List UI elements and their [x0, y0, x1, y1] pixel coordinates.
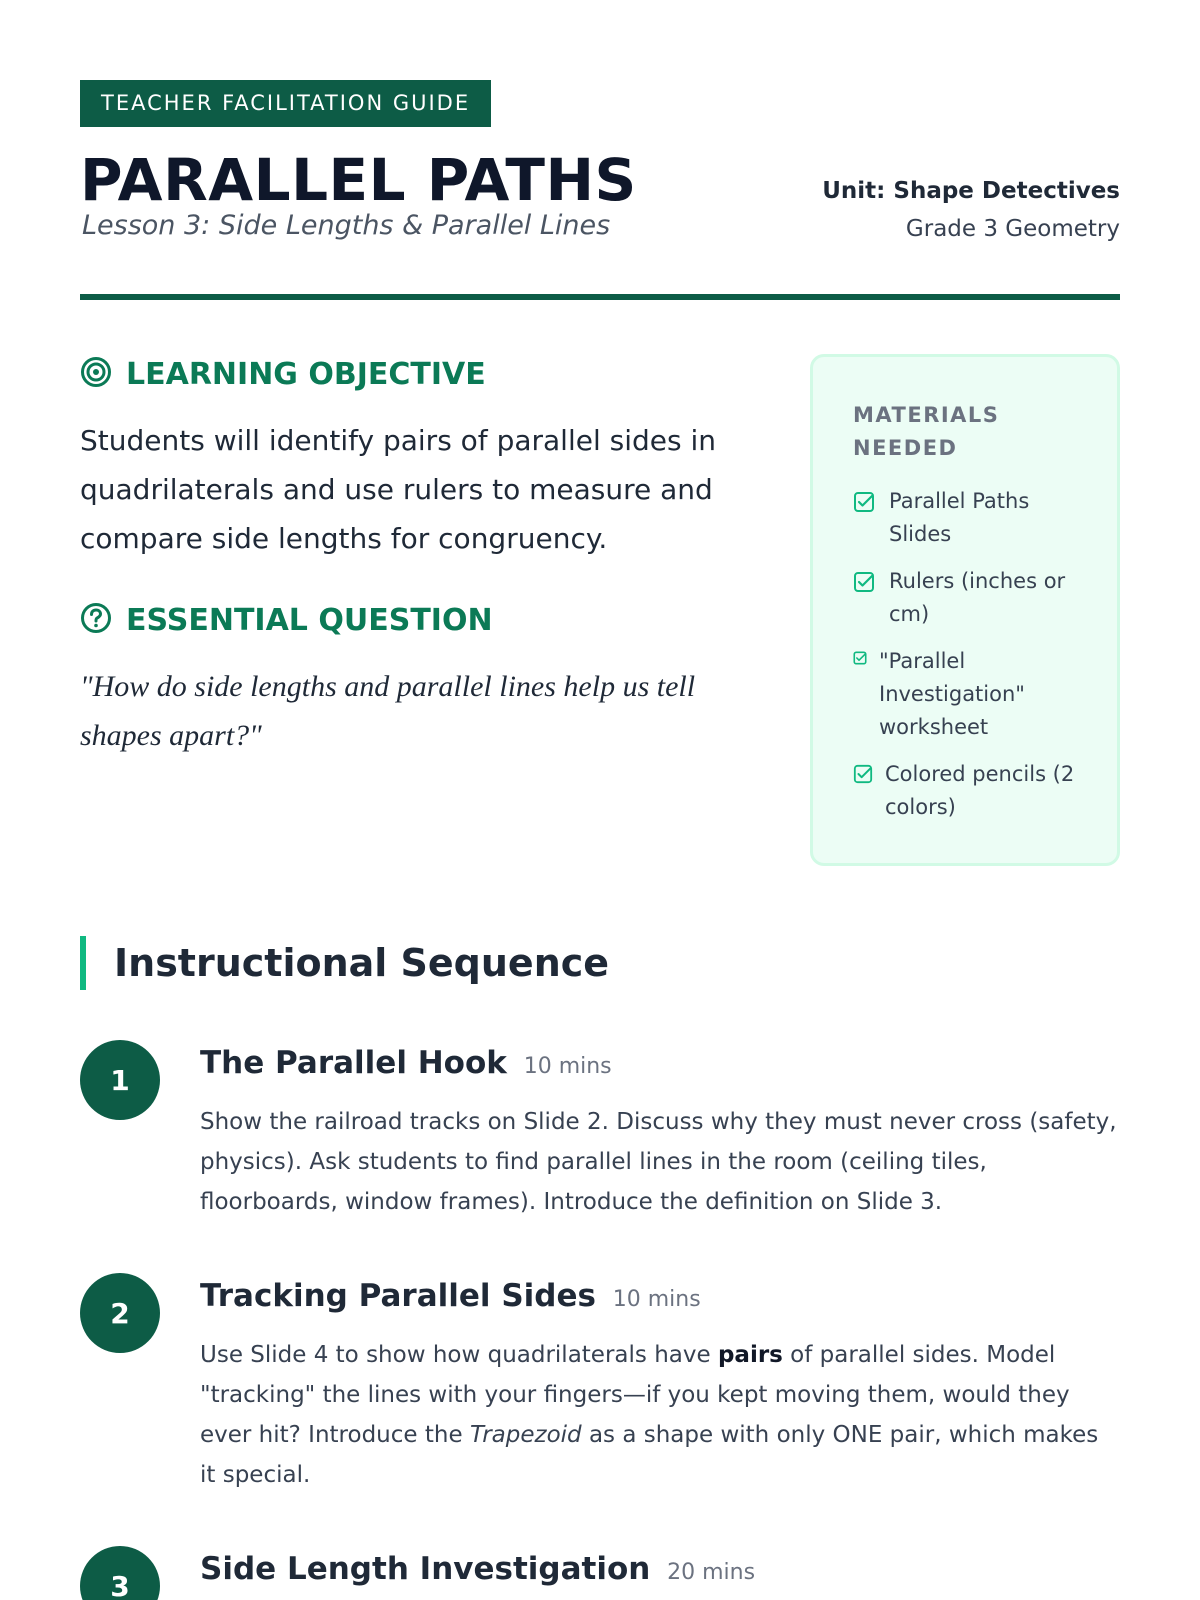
desc-text: as a shape with only ONE pair, which makes it special. — [200, 1422, 1099, 1488]
question-label: ESSENTIAL QUESTION — [126, 603, 493, 638]
step-title-row — [200, 1273, 1120, 1323]
step-title-row — [200, 1546, 1120, 1596]
header-divider — [80, 294, 1120, 300]
step-body — [200, 1273, 1120, 1495]
sequence-title: Instructional Sequence — [114, 941, 610, 985]
step-number: 3 — [80, 1546, 160, 1600]
desc-text: Use Slide 4 to show how quadrilaterals have — [200, 1342, 718, 1368]
target-icon — [80, 356, 112, 393]
step-duration: 10 mins — [523, 1054, 612, 1079]
checkbox-icon — [853, 651, 867, 670]
grade-level: Grade 3 Geometry — [905, 216, 1120, 242]
step-body — [200, 1040, 1120, 1222]
step-description: Show the railroad tracks on Slide 2. Discuss why they must never cross (safety, physics). Ask students to find parallel lines in the room (ceiling tiles, floorboards, window frames). Introduce the definition on Slide 3. — [200, 1109, 1117, 1215]
step-number: 2 — [80, 1273, 160, 1353]
list-item — [853, 645, 1087, 744]
step-number: 1 — [80, 1040, 160, 1120]
sequence-heading — [80, 936, 609, 990]
step-duration: 20 mins — [667, 1560, 756, 1585]
materials-title: MATERIALS NEEDED — [853, 403, 1000, 460]
checkbox-icon — [853, 491, 875, 518]
material-label: Colored pencils (2 colors) — [885, 762, 1075, 819]
page-header — [80, 80, 1120, 280]
unit-name: Unit: Shape Detectives — [822, 178, 1120, 204]
question-circle-icon — [80, 602, 112, 639]
list-item — [853, 758, 1087, 824]
step-title: Tracking Parallel Sides — [200, 1278, 596, 1314]
step-description — [200, 1335, 1120, 1495]
lesson-subtitle: Lesson 3: Side Lengths & Parallel Lines — [82, 210, 611, 241]
materials-panel — [810, 354, 1120, 866]
accent-bar — [80, 936, 86, 990]
list-item — [853, 565, 1087, 631]
step-title: The Parallel Hook — [200, 1045, 507, 1081]
step-title-row — [200, 1040, 1120, 1090]
step-title: Side Length Investigation — [200, 1551, 651, 1587]
step-duration: 10 mins — [612, 1287, 701, 1312]
essential-question-text: "How do side lengths and parallel lines help us tell shapes apart?" — [80, 670, 696, 752]
list-item — [853, 485, 1087, 551]
desc-text: of parallel sides. Model "tracking" the lines with your fingers—if you kept moving them, would they ever hit? Introduce the — [200, 1342, 1070, 1448]
question-heading — [80, 602, 493, 639]
unit-info — [822, 178, 1120, 242]
step-body — [200, 1546, 1120, 1596]
desc-italic: Trapezoid — [469, 1422, 582, 1448]
material-label: Rulers (inches or cm) — [889, 569, 1066, 626]
materials-list — [853, 485, 1087, 824]
checkbox-icon — [853, 764, 873, 789]
desc-bold: pairs — [717, 1342, 783, 1368]
guide-page — [80, 80, 1120, 1600]
objective-label: LEARNING OBJECTIVE — [126, 357, 486, 392]
material-label: Parallel Paths Slides — [889, 489, 1030, 546]
checkbox-icon — [853, 571, 875, 598]
guide-badge: TEACHER FACILITATION GUIDE — [80, 80, 491, 127]
objective-text: Students will identify pairs of parallel sides in quadrilaterals and use rulers to measure and compare side lengths for congruency. — [80, 424, 717, 555]
objective-heading — [80, 356, 486, 393]
material-label: "Parallel Investigation" worksheet — [879, 649, 1025, 739]
page-title: PARALLEL PATHS — [80, 146, 637, 214]
